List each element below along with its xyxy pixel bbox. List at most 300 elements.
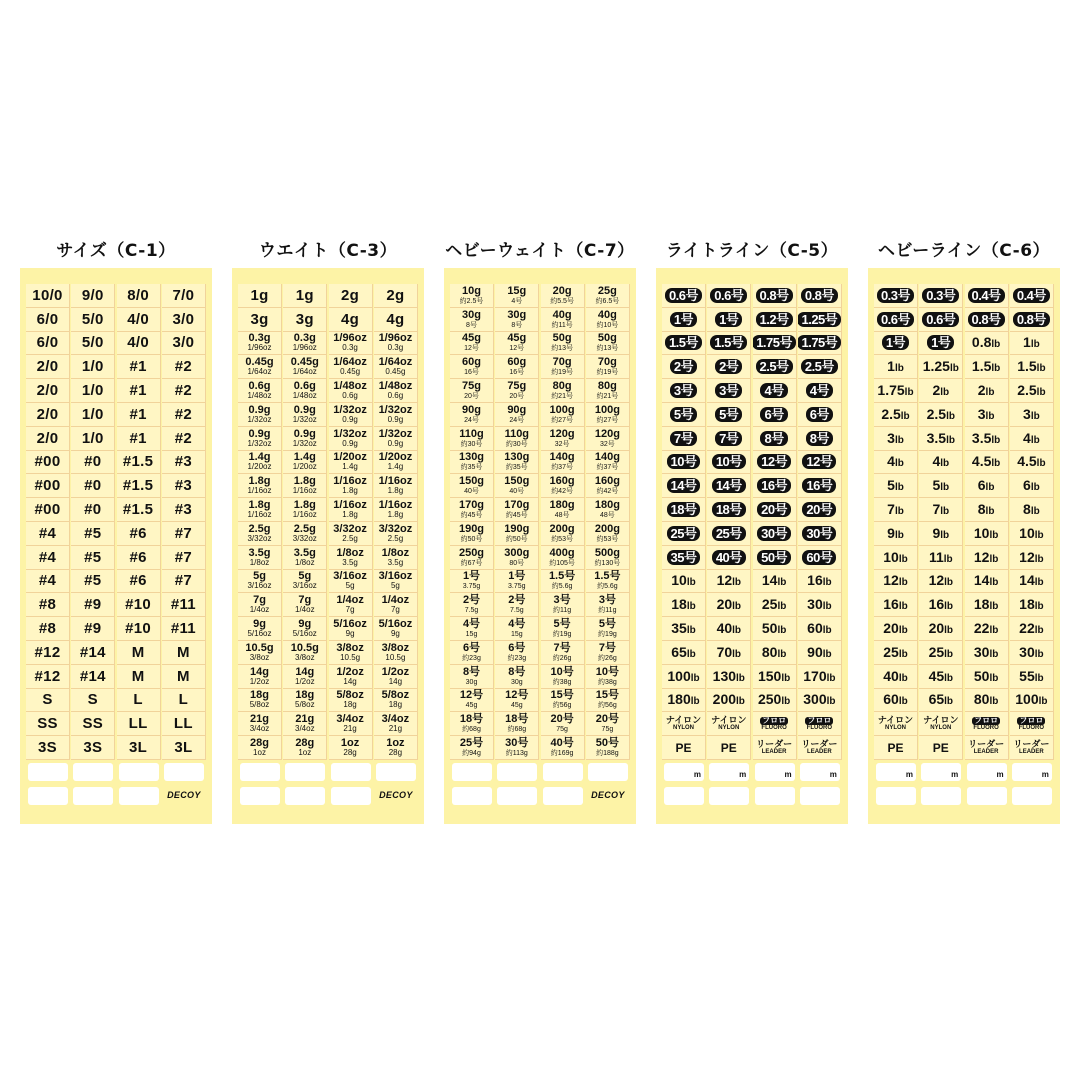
heavy-main: 80g	[597, 380, 617, 393]
weight-main: 1/32oz	[378, 427, 413, 440]
heavy-sub: 48号	[554, 512, 570, 520]
sticker-cell	[662, 522, 706, 546]
weight-main: 1/20oz	[378, 451, 413, 464]
heavy-sub: 40号	[509, 488, 525, 496]
weight-main: 1.8g	[248, 499, 271, 512]
weight-sub: 1/48oz	[292, 391, 317, 401]
heavy-weight-sticker	[450, 617, 494, 641]
sticker-cell	[965, 689, 1009, 713]
heavy-main: 250g	[458, 546, 485, 559]
weight-main: 28g	[250, 737, 269, 750]
heavy-main: 300g	[504, 546, 530, 559]
sticker-cell	[707, 474, 751, 498]
lb-value: 20lb	[928, 620, 954, 637]
blank-label-cell	[450, 784, 494, 808]
sticker-cell	[753, 379, 797, 403]
gou-badge: 5号	[715, 407, 742, 422]
heavy-sub: 約30号	[460, 440, 483, 448]
size-sticker: #1	[117, 355, 161, 379]
weight-sub: 3/16oz	[292, 581, 317, 591]
meter-unit: m	[784, 769, 792, 779]
sticker-cell	[1010, 522, 1054, 546]
sticker-cell	[798, 570, 842, 594]
heavy-weight-sticker	[586, 665, 630, 689]
heavy-sub: 約19g	[598, 631, 617, 639]
heavy-sub: 約30号	[505, 440, 528, 448]
nylon-jp: ナイロン	[665, 715, 702, 726]
heavy-weight-sticker	[586, 474, 630, 498]
lb-value: 25lb	[761, 596, 787, 613]
heavy-main: 140g	[594, 451, 620, 464]
fluoro-jp: フロロ	[1019, 715, 1044, 725]
lb-unit: lb	[736, 672, 745, 684]
weight-main: 0.9g	[293, 403, 316, 416]
gou-badge: 8号	[760, 431, 787, 446]
size-sticker: #9	[71, 617, 115, 641]
heavy-weight-sticker	[450, 665, 494, 689]
size-sticker: #1	[117, 427, 161, 451]
lb-value: 200lb	[712, 691, 745, 708]
heavy-main: 200g	[594, 522, 620, 535]
heavy-weight-sticker	[586, 403, 630, 427]
meter-unit: m	[829, 769, 837, 779]
blank-label-box	[73, 787, 113, 805]
size-sticker: LL	[162, 712, 206, 736]
blank-label-cell	[798, 784, 842, 808]
fluoro-cell	[753, 712, 797, 736]
gou-badge: 4号	[806, 383, 833, 398]
heavy-weight-sticker	[495, 474, 539, 498]
lb-value: 14lb	[761, 572, 787, 589]
weight-main: 1/16oz	[378, 499, 413, 512]
blank-label-box	[73, 763, 113, 781]
weight-sticker	[238, 379, 282, 403]
heavy-sub: 約21号	[596, 393, 619, 401]
gou-badge: 16号	[757, 478, 791, 493]
nylon-en: NYLON	[930, 725, 952, 732]
blank-label-box	[452, 763, 492, 781]
weight-sub: 1/32oz	[292, 414, 317, 424]
sticker-cell	[874, 617, 918, 641]
heavy-main: 50号	[595, 737, 620, 750]
lb-value: 8lb	[1023, 501, 1040, 518]
heavy-main: 150g	[504, 475, 530, 488]
weight-sub: 1/32oz	[292, 438, 317, 448]
size-sticker: 3S	[71, 736, 115, 760]
blank-label-cell	[965, 784, 1009, 808]
lb-unit: lb	[777, 577, 787, 589]
blank-label-box	[376, 763, 416, 781]
weight-sub: 18g	[388, 700, 403, 710]
heavy-sub: 20号	[464, 393, 479, 401]
heavy-weight-sticker	[495, 308, 539, 332]
heavy-sub: 16号	[464, 369, 479, 377]
lb-value: 2lb	[977, 382, 995, 399]
size-sticker: 3/0	[162, 332, 206, 356]
lb-unit: lb	[822, 625, 832, 637]
heavy-weight-sticker	[586, 498, 630, 522]
heavy-main: 50g	[597, 332, 617, 345]
gou-badge: 1.75号	[798, 335, 841, 350]
weight-sticker	[374, 736, 418, 760]
gou-badge: 1.5号	[710, 335, 747, 350]
heavy-main: 75g	[462, 380, 481, 393]
weight-sticker	[374, 641, 418, 665]
sticker-cell	[965, 355, 1009, 379]
leader-en: LEADER	[807, 749, 832, 756]
gou-badge: 1号	[882, 335, 909, 350]
weight-main: 3/32oz	[333, 522, 367, 535]
heavy-main: 1.5号	[548, 570, 576, 583]
weight-sub: 3/32oz	[247, 533, 272, 543]
heavy-main: 160g	[549, 475, 575, 488]
sticker-cell	[965, 403, 1009, 427]
gou-badge: 35号	[667, 550, 701, 565]
weight-sub: 1.4g	[342, 462, 358, 472]
heavy-weight-sticker	[495, 665, 539, 689]
sticker-cell	[707, 498, 751, 522]
meter-unit: m	[739, 769, 747, 779]
lb-unit: lb	[989, 553, 999, 565]
lb-unit: lb	[985, 482, 995, 494]
heavy-weight-sticker	[495, 617, 539, 641]
heavy-weight-sticker	[541, 498, 585, 522]
weight-sticker	[329, 689, 373, 713]
heavy-sub: 30g	[465, 678, 478, 686]
heavy-main: 400g	[549, 546, 575, 559]
lb-unit: lb	[1034, 577, 1044, 589]
lb-unit: lb	[949, 363, 959, 375]
lb-value: 16lb	[928, 596, 954, 613]
heavy-weight-sticker	[450, 451, 494, 475]
leader-en: LEADER	[1019, 749, 1044, 756]
lb-value: 65lb	[928, 691, 954, 708]
lb-unit: lb	[826, 696, 836, 708]
blank-label-cell	[753, 784, 797, 808]
heavy-sub: 約38g	[598, 678, 617, 686]
weight-sticker	[374, 498, 418, 522]
lb-value: 9lb	[932, 524, 950, 541]
heavy-main: 10号	[595, 665, 620, 678]
heavy-main: 150g	[458, 475, 485, 488]
size-sticker: #00	[26, 498, 70, 522]
size-sticker: 1/0	[71, 427, 115, 451]
size-sticker: 7/0	[162, 284, 206, 308]
sticker-cell	[753, 308, 797, 332]
weight-sticker	[238, 546, 282, 570]
lb-unit: lb	[732, 625, 742, 637]
blank-label-cell	[238, 760, 282, 784]
weight-sticker	[283, 355, 327, 379]
heavy-sub: 約11g	[598, 607, 617, 615]
heavy-sub: 15g	[465, 631, 478, 639]
size-sticker: 3/0	[162, 308, 206, 332]
lb-value: 45lb	[928, 667, 954, 684]
heavy-sub: 75g	[601, 726, 614, 734]
nylon-jp: ナイロン	[711, 715, 747, 726]
nylon-cell	[919, 712, 963, 736]
sticker-cell	[798, 522, 842, 546]
fluoro-en: FLUORO	[973, 724, 999, 731]
gou-badge: 0.8号	[968, 312, 1005, 327]
weight-main: 1/8oz	[381, 546, 410, 559]
heavy-main: 20g	[552, 284, 572, 297]
meter-unit: m	[996, 769, 1004, 779]
heavy-weight-sticker	[495, 427, 539, 451]
sticker-cell	[965, 284, 1009, 308]
sticker-cell	[874, 522, 918, 546]
weight-main: 10.5g	[290, 641, 319, 654]
size-sticker: 1/0	[71, 355, 115, 379]
sticker-cell	[662, 403, 706, 427]
size-sticker: #3	[162, 474, 206, 498]
heavy-sub: 約10号	[596, 321, 619, 329]
blank-label-cell	[919, 784, 963, 808]
blank-label-box	[664, 763, 704, 781]
lb-value: 4.5lb	[971, 453, 1001, 470]
gou-badge: 30号	[757, 526, 791, 541]
sticker-cell	[965, 641, 1009, 665]
size-sticker: #6	[117, 522, 161, 546]
weight-sub: 0.6g	[342, 391, 358, 401]
heavy-sub: 24号	[509, 416, 525, 424]
sticker-cell	[919, 522, 963, 546]
gou-badge: 2.5号	[756, 359, 793, 374]
weight-main: 3/8oz	[336, 641, 364, 654]
sticker-cell	[1010, 308, 1054, 332]
size-sticker: M	[162, 641, 206, 665]
size-sticker: #4	[26, 546, 70, 570]
blank-label-cell	[71, 784, 115, 808]
heavy-sub: 約19g	[552, 631, 572, 639]
gou-badge: 18号	[712, 502, 746, 517]
weight-sub: 1oz	[253, 748, 266, 758]
lb-value: 5lb	[932, 477, 950, 494]
lb-unit: lb	[991, 363, 1001, 375]
heavy-main: 30g	[462, 308, 481, 321]
sticker-cell	[874, 665, 918, 689]
heavy-weight-sticker	[541, 308, 585, 332]
sticker-cell	[662, 427, 706, 451]
heavy-main: 7号	[553, 641, 571, 654]
sticker-cell	[874, 451, 918, 475]
weight-main: 5g	[253, 570, 266, 583]
blank-label-box	[285, 763, 325, 781]
heavy-main: 6号	[462, 641, 481, 654]
blank-label-cell	[965, 760, 1009, 784]
heavy-weight-sticker	[495, 570, 539, 594]
sticker-cell	[753, 355, 797, 379]
heavy-main: 3号	[598, 594, 616, 607]
weight-main: 1/48oz	[378, 380, 413, 393]
title-c3: ウエイト（C-3）	[258, 241, 398, 261]
leader-jp: リーダー	[756, 739, 793, 750]
lb-value: 22lb	[973, 620, 999, 637]
sticker-cell	[707, 617, 751, 641]
weight-sticker	[283, 570, 327, 594]
blank-label-box	[497, 763, 537, 781]
blank-label-cell	[541, 760, 585, 784]
weight-main: 1/32oz	[333, 427, 367, 440]
weight-sub: 3/16oz	[247, 581, 272, 591]
weight-sub: 5/16oz	[247, 629, 272, 639]
sticker-cell	[798, 498, 842, 522]
heavy-weight-sticker	[450, 355, 494, 379]
fluoro-en: FLUORO	[761, 724, 787, 731]
gou-badge: 0.4号	[1013, 288, 1050, 303]
blank-label-box	[921, 787, 961, 805]
lb-value: 3lb	[887, 429, 904, 446]
heavy-main: 5号	[598, 618, 616, 631]
weight-main: 0.3g	[293, 332, 316, 345]
size-sticker: M	[162, 665, 206, 689]
lb-unit: lb	[904, 387, 914, 399]
heavy-weight-sticker	[450, 522, 494, 546]
fluoro-jp: フロロ	[807, 715, 832, 725]
heavy-main: 1号	[508, 570, 526, 583]
weight-main: 1/32oz	[333, 403, 367, 416]
weight-main: 3.5g	[293, 546, 316, 559]
sheet-c7	[444, 268, 636, 824]
lb-unit: lb	[826, 672, 836, 684]
title-c6: ヘビーライン（C-6）	[877, 241, 1051, 261]
lb-unit: lb	[898, 672, 908, 684]
gou-badge: 1.2号	[756, 312, 793, 327]
lb-value: 14lb	[973, 572, 999, 589]
blank-label-box	[164, 787, 204, 805]
weight-main: 1oz	[340, 737, 360, 750]
meter-unit: m	[1041, 769, 1049, 779]
gou-badge: 25号	[712, 526, 746, 541]
blank-label-box	[543, 787, 583, 805]
size-sticker: #7	[162, 570, 206, 594]
pe-cell: PE	[662, 736, 706, 760]
weight-sticker	[283, 617, 327, 641]
weight-sticker	[374, 593, 418, 617]
heavy-weight-sticker	[541, 570, 585, 594]
blank-label-box	[497, 787, 537, 805]
weight-sub: 9g	[390, 629, 400, 639]
heavy-sub: 約42号	[551, 488, 573, 496]
heavy-weight-sticker	[450, 474, 494, 498]
sticker-cell	[919, 308, 963, 332]
heavy-weight-sticker	[586, 355, 630, 379]
weight-sticker	[238, 355, 282, 379]
heavy-sub: 約19号	[596, 369, 619, 377]
heavy-weight-sticker	[450, 308, 494, 332]
heavy-sub: 7.5g	[464, 607, 479, 615]
lb-value: 70lb	[716, 643, 742, 660]
weight-sticker	[329, 522, 373, 546]
lb-unit: lb	[985, 506, 995, 518]
lb-value: 3lb	[977, 405, 995, 422]
heavy-weight-sticker	[586, 427, 630, 451]
sticker-cell	[874, 379, 918, 403]
lb-unit: lb	[894, 363, 904, 375]
lb-value: 10lb	[1019, 524, 1044, 541]
lb-unit: lb	[989, 672, 999, 684]
weight-sub: 3/4oz	[295, 724, 315, 734]
size-sticker: 2/0	[26, 379, 70, 403]
heavy-sub: 約27号	[596, 416, 619, 424]
weight-main: 21g	[295, 713, 315, 726]
sticker-cell	[753, 403, 797, 427]
heavy-sub: 約23g	[507, 654, 527, 662]
lb-unit: lb	[781, 696, 791, 708]
sticker-cell	[753, 474, 797, 498]
lb-value: 4.5lb	[1017, 453, 1046, 470]
weight-main: 5/8oz	[381, 689, 410, 702]
weight-main: 1/20oz	[333, 451, 367, 464]
weight-sub: 5/8oz	[295, 700, 315, 710]
leader-cell	[965, 736, 1009, 760]
size-sticker: #0	[71, 498, 115, 522]
weight-main: 3g	[295, 310, 314, 328]
lb-value: 2lb	[932, 382, 950, 399]
weight-main: 0.9g	[248, 427, 271, 440]
size-sticker: #4	[26, 522, 70, 546]
decoy-logo: DECOY	[591, 790, 625, 801]
sticker-cell	[662, 451, 706, 475]
sticker-cell	[662, 332, 706, 356]
heavy-main: 190g	[458, 522, 485, 535]
heavy-sub: 約56g	[598, 702, 617, 710]
lb-unit: lb	[989, 577, 999, 589]
sticker-cell	[707, 403, 751, 427]
weight-main: 1.8g	[293, 475, 316, 488]
sticker-cell	[1010, 427, 1054, 451]
size-sticker: #00	[26, 474, 70, 498]
blank-label-cell	[374, 784, 418, 808]
size-sticker: #11	[162, 593, 206, 617]
weight-main: 3g	[250, 310, 269, 328]
heavy-sub: 約37号	[551, 464, 573, 472]
size-sticker: L	[162, 689, 206, 713]
weight-main: 4g	[341, 310, 360, 328]
lb-value: 16lb	[883, 596, 908, 613]
lb-value: 80lb	[973, 691, 999, 708]
gou-badge: 1.25号	[798, 312, 841, 327]
lb-unit: lb	[898, 625, 908, 637]
heavy-weight-sticker	[541, 332, 585, 356]
weight-sticker	[374, 451, 418, 475]
sticker-cell	[919, 403, 963, 427]
sticker-cell	[1010, 403, 1054, 427]
weight-sub: 1/4oz	[295, 605, 315, 615]
weight-main: 3/4oz	[381, 713, 410, 726]
weight-sub: 0.3g	[342, 343, 358, 353]
weight-sub: 7g	[345, 605, 355, 615]
lb-unit: lb	[940, 458, 950, 470]
sticker-cell	[874, 403, 918, 427]
sticker-cell	[662, 355, 706, 379]
blank-label-cell	[26, 760, 70, 784]
gou-badge: 3号	[670, 383, 697, 398]
heavy-sub: 約50号	[505, 535, 528, 543]
pe-cell: PE	[707, 736, 751, 760]
sticker-cell	[965, 379, 1009, 403]
sticker-cell	[965, 665, 1009, 689]
heavy-weight-sticker	[586, 379, 630, 403]
gou-badge: 0.8号	[801, 288, 838, 303]
weight-main: 1/96oz	[333, 332, 367, 345]
sticker-cell	[919, 427, 963, 451]
weight-sticker	[238, 332, 282, 356]
sticker-cell	[753, 593, 797, 617]
blank-label-cell	[26, 784, 70, 808]
size-sticker: #6	[117, 546, 161, 570]
weight-main: 18g	[250, 689, 269, 702]
